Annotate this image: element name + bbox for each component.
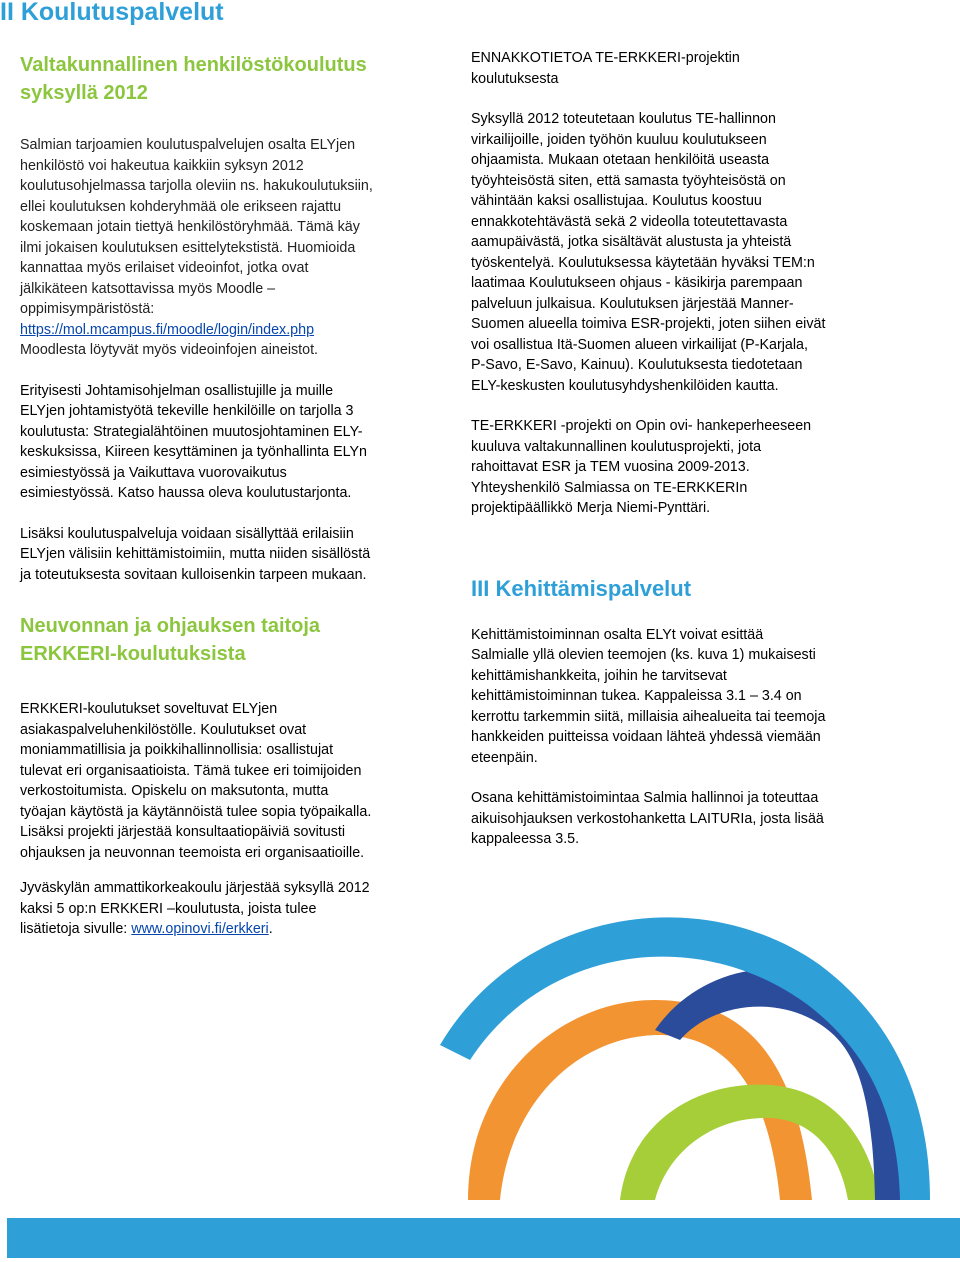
- heading-henkilostokoulutus: Valtakunnallinen henkilöstökoulutus syksyllä 2012: [20, 54, 367, 104]
- footer-paragraph: Jyväskylän ammattikorkeakoulu järjestää syksyllä 2012 kaksi 5 op:n ERKKERI –koulutusta, joista tulee lisätietoja sivulle: www.opinovi.fi/erkkeri.: [20, 880, 370, 937]
- bottom-color-bar: [7, 1218, 960, 1258]
- paragraph-erkkeri: ERKKERI-koulutukset soveltuvat ELYjen asiakaspalveluhenkilöstölle. Koulutukset ovat moniammatillisia ja poikkihallinnollisia: osallistujat tulevat eri organisaatioista. Tämä tukee eri toimijoiden verkostoitumista. Opiskelu on maksutonta, mutta työajan käytöstä ja käytännöistä tulee sopia työpaikalla. Lisäksi projekti järjestää konsultaatiopäiviä sovitusti ohjauksen ja neuvonnan teemoista eri organisaatioille.: [20, 701, 372, 861]
- paragraph-laituri: Osana kehittämistoimintaa Salmia hallinnoi ja toteuttaa aikuisohjauksen verkostohanketta LAITURIa, josta lisää kappaleessa 3.5.: [471, 790, 824, 847]
- paragraph-te-koulutus: Syksyllä 2012 toteutetaan koulutus TE-hallinnon virkailijoille, joiden työhön kuuluu koulutukseen ohjaamista. Mukaan otetaan henkilöitä useasta työyhteisöstä siten, että samasta työyhteisöstä on vähintään kaksi osallistujaa. Koulutus koostuu ennakkotehtävästä sekä 2 videolla toteutettavasta aamupäivästä, jotka sisältävät alustusta ja yhteistä työskentelyä. Koulutuksessa käytetään hyväksi TEM:n laatimaa Koulutukseen ohjaus - käsikirja parempaan palveluun julkaisua. Koulutuksen järjestää Manner- Suomen alueella toimiva ESR-projekti, joten siihen eivät voi osallistua Itä-Suomen alueen virkailijat (P-Karjala, P-Savo, E-Savo, Kainuu). Koulutuksesta tiedotetaan ELY-keskusten koulutusyhdyshenkilöiden kautta.: [471, 111, 826, 394]
- paragraph-johtamisohjelma: Erityisesti Johtamisohjelman osallistujille ja muille ELYjen johtamistyötä tekeville henkilöille on tarjolla 3 koulutusta: Strategialähtöinen muutosjohtaminen ELY- keskuksissa, Kiireen kesyttäminen ja työnhallinta ELYn esimiestyössä ja Vaikuttava vuorovaikutus esimiestyössä. Katso haussa oleva koulutustarjonta.: [20, 382, 368, 501]
- page-title: II Koulutuspalvelut: [0, 0, 224, 26]
- green-swoosh: [620, 1085, 880, 1200]
- heading-ennakkotietoa: ENNAKKOTIETOA TE-ERKKERI-projektin koulutuksesta: [471, 50, 740, 87]
- opinovi-link[interactable]: www.opinovi.fi/erkkeri: [131, 921, 269, 937]
- paragraph-koulutuspalvelut: Salmian tarjoamien koulutuspalvelujen osalta ELYjen henkilöstö voi hakeutua kaikkiin syksyn 2012 koulutusohjelmassa tarjolla oleviin ns. hakukoulutuksiin, ellei koulutuksen kohderyhmää ole erikseen rajattu koskemaan jotain tiettyä henkilöstöryhmää. Tämä käy ilmi jokaisen koulutuksen esittelytekstistä. Huomioida kannattaa myös erilaiset videoinfot, jotka ovat jälkikäteen katsottavissa myös Moodle – oppimisympäristöstä: https://mol.mcampus.fi/moodle/login/index.php Moodlesta löytyvät myös videoinfojen aineistot.: [20, 135, 450, 361]
- heading-kehittamispalvelut: III Kehittämispalvelut: [471, 575, 692, 601]
- paragraph-kehittamistoiminta: Kehittämistoiminnan osalta ELYt voivat esittää Salmialle yllä olevien teemojen (ks. kuva 1) mukaisesti kehittämishankkeita, joihin he tarvitsevat kehittämistoiminnan tukea. Kappaleissa 3.1 – 3.4 on kerrottu tarkemmin siitä, millaisia aihealueita tai teemoja hankkeiden puitteissa voidaan lähteä yhdessä viemään eteenpäin.: [471, 626, 826, 766]
- moodle-link[interactable]: https://mol.mcampus.fi/moodle/login/index.php: [20, 321, 315, 338]
- heading-neuvonta: Neuvonnan ja ohjauksen taitoja ERKKERI-koulutuksista: [20, 615, 321, 665]
- paragraph-te-erkkeri: TE-ERKKERI -projekti on Opin ovi- hankeperheeseen kuuluva valtakunnallinen koulutusprojekti, jota rahoittavat ESR ja TEM vuosina 2009-2013. Yhteyshenkilö Salmiassa on TE-ERKKERIn projektipäällikkö Merja Niemi-Pynttäri.: [471, 418, 812, 516]
- paragraph-kehittamistoimet: Lisäksi koulutuspalveluja voidaan sisällyttää erilaisiin ELYjen välisiin kehittämistoimiin, mutta niiden sisällöstä ja toteutuksesta sovitaan kulloisenkin tarpeen mukaan.: [20, 525, 371, 583]
